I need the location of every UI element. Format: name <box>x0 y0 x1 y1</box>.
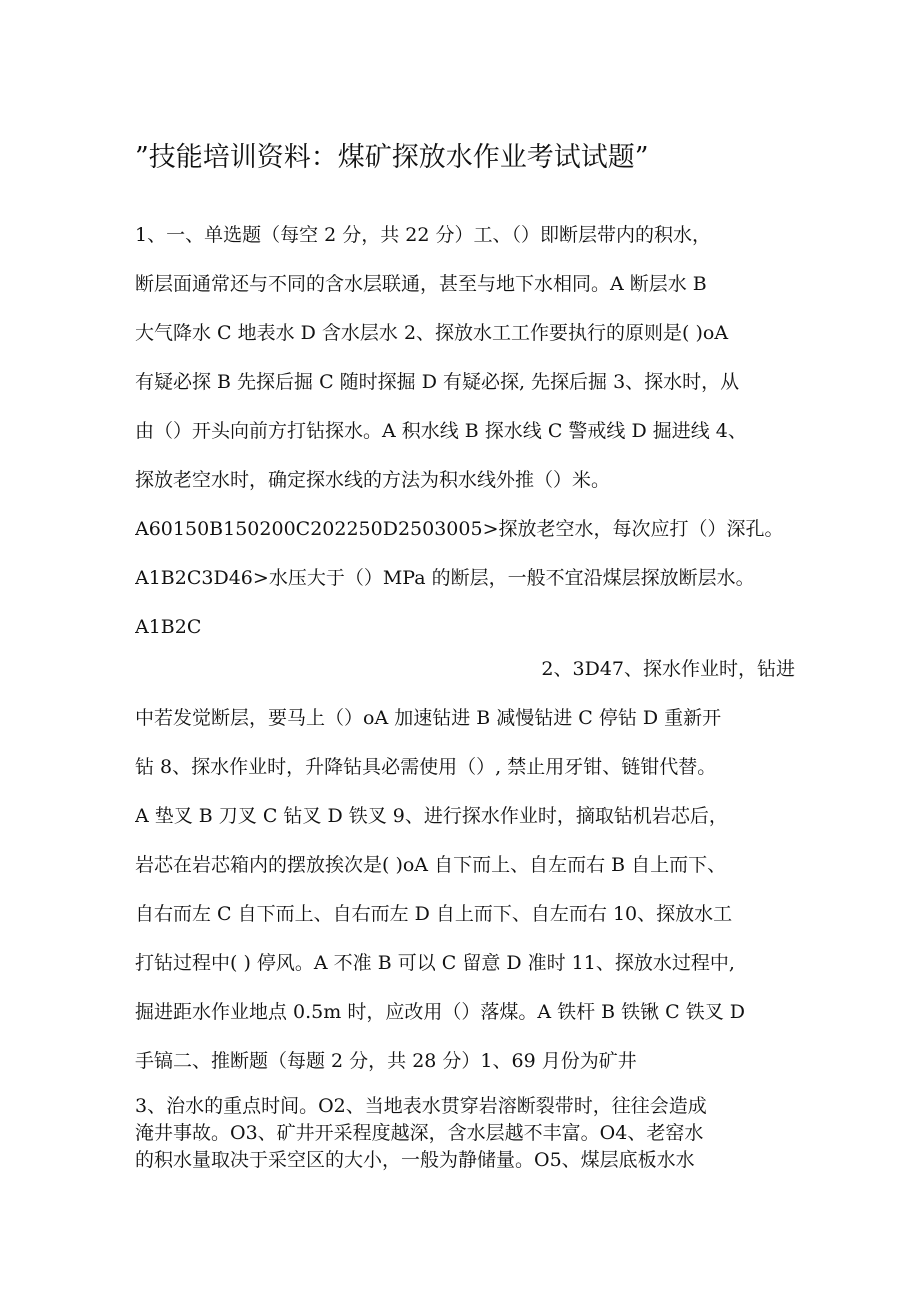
document-title: ”技能培训资料：煤矿探放水作业考试试题” <box>135 142 649 173</box>
text-line: 打钻过程中( ) 停风。A 不准 B 可以 C 留意 D 准时 11、探放水过程中, <box>135 952 735 974</box>
text-line: 的积水量取决于采空区的大小，一般为静储量。O5、煤层底板水水 <box>135 1149 695 1171</box>
text-line: 钻 8、探水作业时，升降钻具必需使用（）, 禁止用牙钳、链钳代替。 <box>135 756 717 778</box>
text-line: A 垫叉 B 刀叉 C 钻叉 D 铁叉 9、进行探水作业时，摘取钻机岩芯后， <box>135 805 728 827</box>
text-line: A1B2C <box>135 616 202 638</box>
text-line: 由（）开头向前方打钻探水。A 积水线 B 探水线 C 警戒线 D 掘进线 4、 <box>135 420 747 442</box>
text-line: 1、一、单选题（每空 2 分，共 22 分）工、（）即断层带内的积水， <box>135 224 712 246</box>
text-line: 3、治水的重点时间。O2、当地表水贯穿岩溶断裂带时，往往会造成 <box>135 1095 707 1117</box>
text-line: A1B2C3D46>水压大于（）MPa 的断层，一般不宜沿煤层探放断层水。 <box>135 567 755 589</box>
text-line: 探放老空水时，确定探水线的方法为积水线外推（）米。 <box>135 469 611 491</box>
text-line: 手镐二、推断题（每题 2 分，共 28 分）1、69 月份为矿井 <box>135 1050 637 1072</box>
text-line: 有疑必探 B 先探后掘 C 随时探掘 D 有疑必探, 先探后掘 3、探水时，从 <box>135 371 740 393</box>
text-line: 自右而左 C 自下而上、自右而左 D 自上而下、自左而右 10、探放水工 <box>135 903 733 925</box>
paragraph-2 <box>135 645 795 1086</box>
text-line: 断层面通常还与不同的含水层联通，甚至与地下水相同。A 断层水 B <box>135 273 707 295</box>
paragraph-3 <box>135 1093 795 1174</box>
text-line: 大气降水 C 地表水 D 含水层水 2、探放水工工作要执行的原则是( )oA <box>135 322 729 344</box>
paragraph-1 <box>135 211 795 652</box>
text-line: 岩芯在岩芯箱内的摆放挨次是( )oA 自下而上、自左而右 B 自上而下、 <box>135 854 727 876</box>
text-line: A60150B150200C202250D2503005>探放老空水，每次应打（）深孔。 <box>135 518 784 540</box>
text-line: 淹井事故。O3、矿井开采程度越深，含水层越不丰富。O4、老窑水 <box>135 1122 704 1144</box>
text-line: 掘进距水作业地点 0.5m 时，应改用（）落煤。A 铁杆 B 铁锹 C 铁叉 D <box>135 1001 746 1023</box>
text-line: 2、3D47、探水作业时，钻进 <box>541 658 795 680</box>
text-line: 中若发觉断层，要马上（）oA 加速钻进 B 减慢钻进 C 停钻 D 重新开 <box>135 707 722 729</box>
